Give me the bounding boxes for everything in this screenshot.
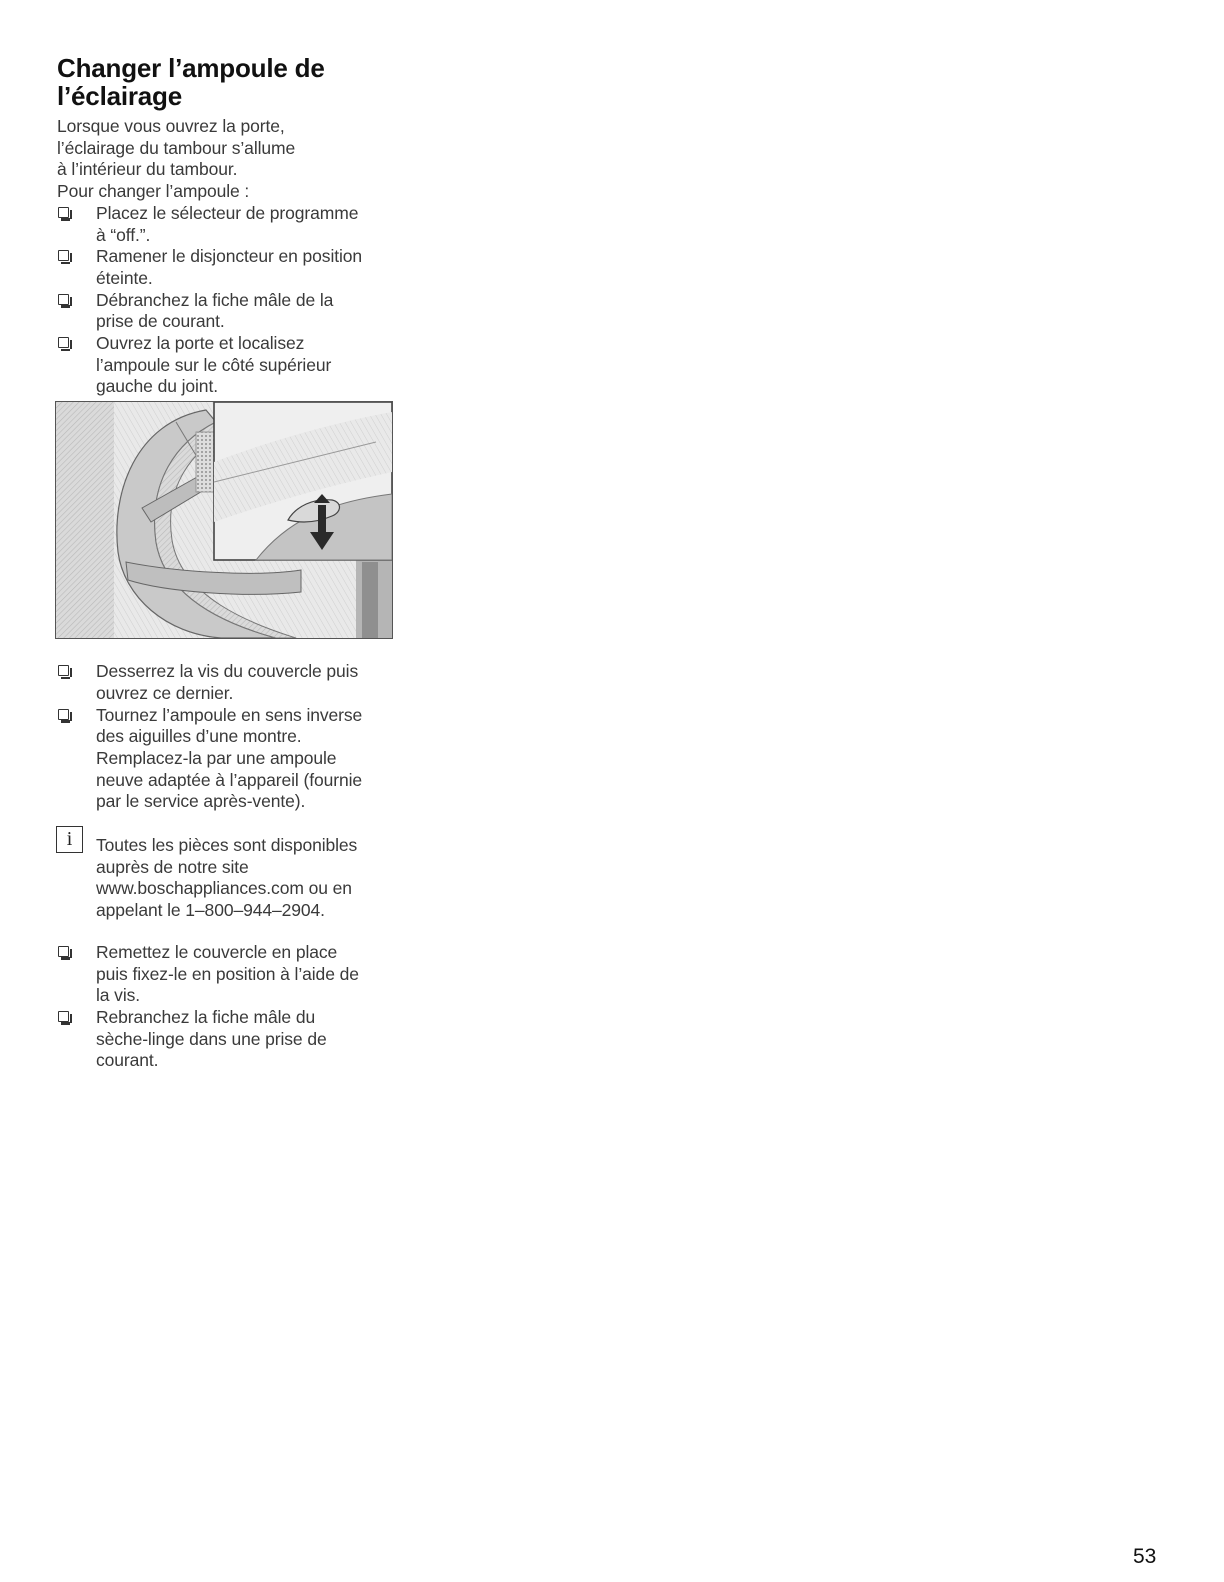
info-line: Toutes les pièces sont disponibles bbox=[96, 835, 358, 856]
checkbox-bullet-icon bbox=[58, 709, 69, 720]
step-item: Rebranchez la fiche mâle du sèche-linge dans une prise de courant. bbox=[57, 1007, 397, 1072]
step-item: Débranchez la fiche mâle de la prise de courant. bbox=[57, 290, 397, 333]
step-item: Tournez l’ampoule en sens inverse des aiguilles d’une montre. Remplacez-la par une ampoule neuve adaptée à l’appareil (fournie par le service après-vente). bbox=[57, 705, 397, 814]
intro-line: l’éclairage du tambour s’allume bbox=[57, 137, 296, 158]
checkbox-bullet-icon bbox=[58, 337, 69, 348]
title-line: Changer l’ampoule de bbox=[57, 53, 325, 83]
title-line: l’éclairage bbox=[57, 81, 182, 111]
intro-line: Lorsque vous ouvrez la porte, bbox=[57, 116, 285, 136]
step-item: Ramener le disjoncteur en position éteinte. bbox=[57, 246, 397, 289]
intro-paragraph bbox=[57, 116, 397, 203]
info-line: auprès de notre site bbox=[96, 856, 249, 877]
page-number: 53 bbox=[1133, 1545, 1157, 1568]
step-item: Desserrez la vis du couvercle puis ouvrez ce dernier. bbox=[57, 661, 397, 704]
info-line: appelant le 1–800–944–2904. bbox=[96, 900, 325, 921]
checkbox-bullet-icon bbox=[58, 207, 69, 218]
step-item: Remettez le couvercle en place puis fixez-le en position à l’aide de la vis. bbox=[57, 942, 397, 1007]
bulb-location-illustration bbox=[55, 401, 393, 639]
checkbox-bullet-icon bbox=[58, 665, 69, 676]
info-note bbox=[57, 828, 397, 922]
checkbox-bullet-icon bbox=[58, 1011, 69, 1022]
checkbox-bullet-icon bbox=[58, 946, 69, 957]
checkbox-bullet-icon bbox=[58, 250, 69, 261]
page-title bbox=[57, 54, 397, 110]
info-line: www.boschappliances.com ou en bbox=[96, 878, 352, 899]
step-item: Ouvrez la porte et localisez l’ampoule sur le côté supérieur gauche du joint. bbox=[57, 333, 397, 398]
steps-list-final bbox=[57, 942, 397, 1072]
steps-list-after bbox=[57, 661, 397, 813]
intro-line: à l’intérieur du tambour. bbox=[57, 159, 238, 180]
info-icon: i bbox=[56, 826, 83, 853]
step-item: Placez le sélecteur de programme à “off.”. bbox=[57, 203, 397, 246]
checkbox-bullet-icon bbox=[58, 294, 69, 305]
steps-list-before bbox=[57, 203, 397, 398]
intro-line: Pour changer l’ampoule : bbox=[57, 181, 250, 202]
dryer-door-drawing bbox=[56, 402, 392, 638]
content-column bbox=[57, 54, 397, 1072]
